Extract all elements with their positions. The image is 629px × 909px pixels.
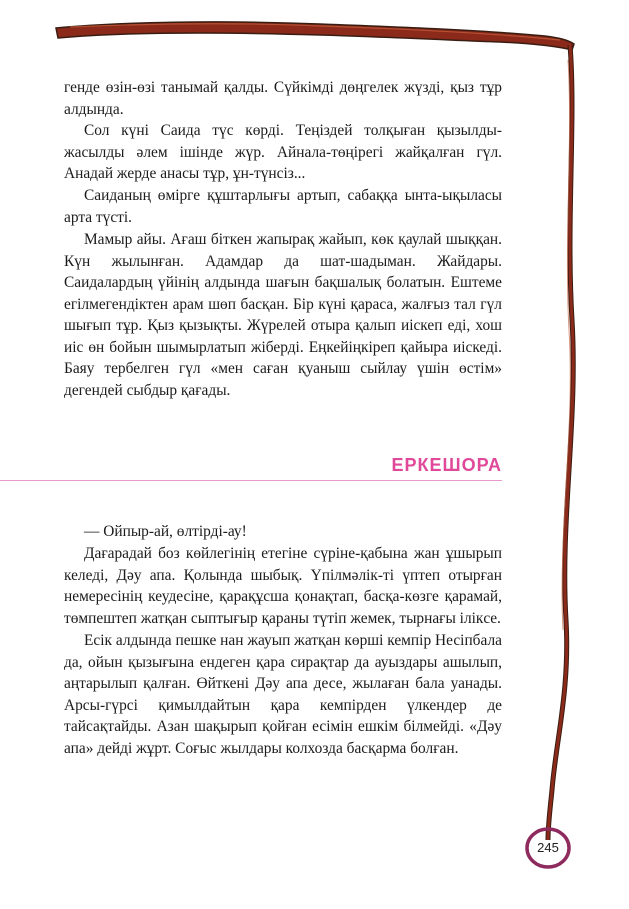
section-divider <box>0 480 502 481</box>
paragraph: Мамыр айы. Ағаш біткен жапырақ жайып, көк қаулай шыққан. Күн жылынған. Адамдар да шат-шадыман. Жайдары. Саидалардың үйінің алдында шағын бақшалық болатын. Ештеме егілмегендіктен арам шөп басқан. Бір күні қараса, жалғыз тал гүл шығып тұр. Қыз қызықты. Жүрелей отыра қалып иіскеп еді, хош иіс өн бойын шымырлатып жіберді. Еңкейіңкіреп қайыра иіскеді. Баяу тербелген гүл «мен саған қуаныш сыйлау үшін өстім» дегендей сыбдыр қағады. <box>64 231 502 399</box>
page-number: 245 <box>537 840 559 855</box>
paragraph: Сол күні Саида түс көрді. Теңіздей толқыған қызылды-жасылды әлем ішінде жүр. Айнала-төңірегі жайқалған гүл. Анадай жерде анасы тұр, ұн-түнсіз... <box>64 122 502 182</box>
paragraph: — Ойпыр-ай, өлтірді-ау! <box>84 523 247 540</box>
paragraph: Есік алдында пешке нан жауып жатқан көрші кемпір Несіпбала да, ойын қызығына ендеген қара сирақтар да ауыздары ашылып, аңтарылып қалған. Өйткені Дәу апа десе, жылаған бала уанады. Арсы-гүрсі қимылдайтын қара кемпірден үлкендер де тайсақтайды. Азан шақырып қойған есімін ешкім білмейді. «Дәу апа» дейді жұрт. Соғыс жылдары колхозда басқарма болған. <box>64 632 502 757</box>
section-title: ЕРКЕШОРА <box>391 455 502 475</box>
paragraph: Саиданың өмірге құштарлығы артып, сабаққа ынта-ықыласы арта түсті. <box>64 187 502 226</box>
paragraph: Дағарадай боз көйлегінің етегіне сүріне-қабына жан ұшырып келеді, Дәу апа. Қолында шыбық. Үпілмәлік-ті үптеп отырған немересінің кеудесіне, қарақұсша қонақтап, басқа-көзге қарамай, төмпештеп жатқан сыптығыр қараны түтіп жемек, тырнағы ілікce. <box>64 545 502 627</box>
paragraph: генде өзін-өзі танымай қалды. Сүйкімді дөңгелек жүзді, қыз тұр алдында. <box>64 79 502 118</box>
